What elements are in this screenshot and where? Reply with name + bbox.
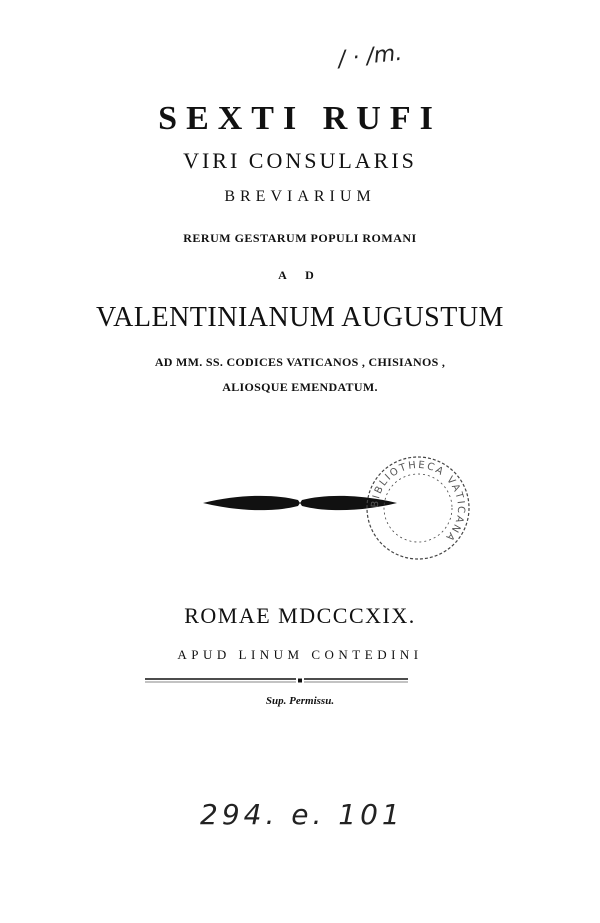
printer-line: APUD LINUM CONTEDINI — [177, 647, 423, 662]
work-title: BREVIARIUM — [224, 188, 376, 205]
imprint-place-date: ROMAE MDCCCXIX. — [184, 603, 416, 628]
author-name: SEXTI RUFI — [158, 100, 442, 137]
stamp-legend: BIBLIOTHECA VATICANA — [369, 459, 467, 544]
dedicatee-line: VALENTINIANUM AUGUSTUM — [96, 302, 504, 333]
library-stamp — [365, 455, 475, 565]
handwritten-mark: / · /m. — [336, 40, 404, 73]
permission-line: Sup. Permissu. — [265, 695, 335, 707]
edition-line-1: AD MM. SS. CODICES VATICANOS , CHISIANOS , — [154, 355, 446, 369]
author-title: VIRI CONSULARIS — [183, 148, 417, 173]
ornamental-rule — [0, 488, 600, 518]
subject-line: RERUM GESTARUM POPULI ROMANI — [183, 231, 417, 245]
handwritten-shelfmark: 294. e. 101 — [200, 798, 404, 831]
imprint-rule — [0, 676, 600, 686]
edition-line-2: ALIOSQUE EMENDATUM. — [222, 380, 378, 394]
preposition-line: A D — [278, 268, 322, 282]
